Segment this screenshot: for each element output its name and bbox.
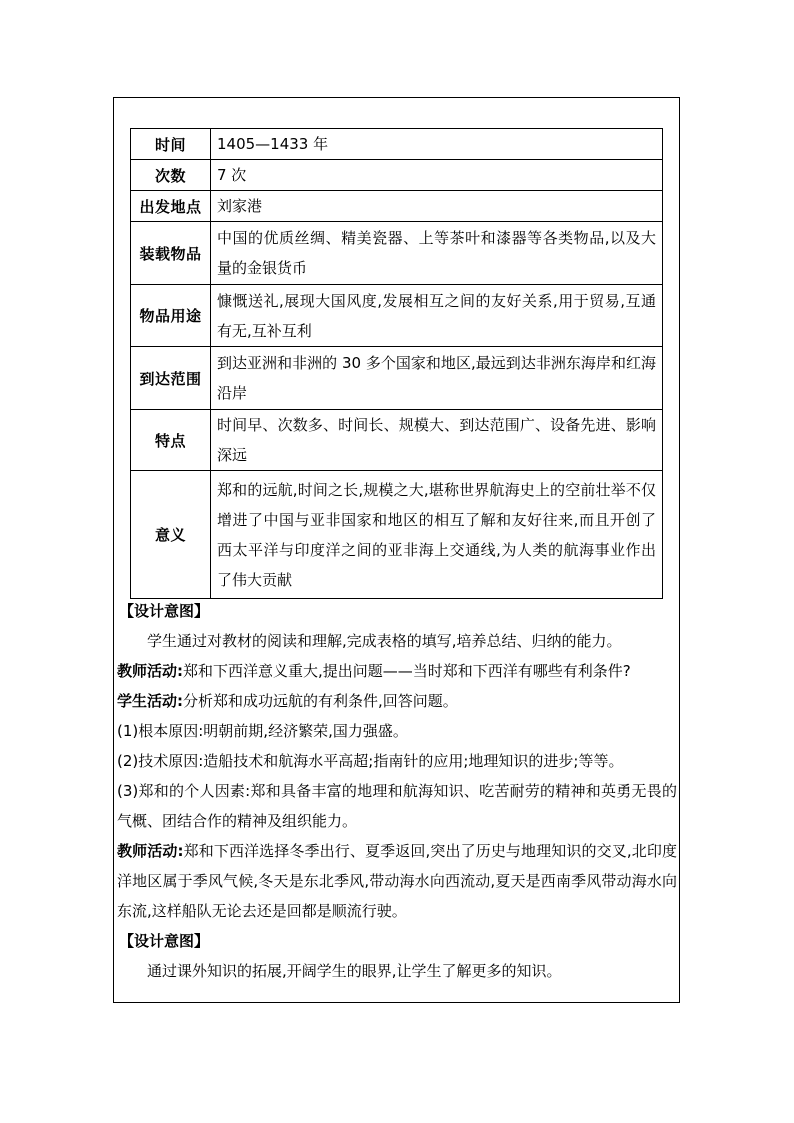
table-row [131, 129, 663, 160]
student-activity-text: 分析郑和成功远航的有利条件,回答问题。 [183, 692, 458, 710]
row-label: 出发地点 [131, 191, 211, 222]
teacher-activity [117, 656, 677, 686]
row-label: 意义 [131, 471, 211, 599]
table-row [131, 285, 663, 347]
design-intent-heading: 【设计意图】 [119, 602, 210, 620]
row-label: 到达范围 [131, 347, 211, 410]
teacher-activity-text: 郑和下西洋选择冬季出行、夏季返回,突出了历史与地理知识的交叉,北印度洋地区属于季风气候,冬天是东北季风,带动海水向西流动,夏天是西南季风带动海水向东流,这样船队无论去还是回都是顺流行驶。 [117, 842, 677, 920]
row-label: 特点 [131, 410, 211, 471]
row-label: 次数 [131, 160, 211, 191]
row-value: 7 次 [211, 160, 663, 191]
row-value: 中国的优质丝绸、精美瓷器、上等茶叶和漆器等各类物品,以及大量的金银货币 [211, 222, 663, 285]
student-activity-label: 学生活动: [117, 692, 183, 710]
design-intent-heading: 【设计意图】 [119, 932, 210, 950]
row-label: 装载物品 [131, 222, 211, 285]
teacher-activity-text: 郑和下西洋意义重大,提出问题——当时郑和下西洋有哪些有利条件? [183, 662, 631, 680]
row-value: 到达亚洲和非洲的 30 多个国家和地区,最远到达非洲东海岸和红海沿岸 [211, 347, 663, 410]
lesson-body [117, 596, 677, 986]
table-row [131, 160, 663, 191]
row-label: 时间 [131, 129, 211, 160]
table-row [131, 410, 663, 471]
row-value: 刘家港 [211, 191, 663, 222]
row-label: 物品用途 [131, 285, 211, 347]
reason-item: (3)郑和的个人因素:郑和具备丰富的地理和航海知识、吃苦耐劳的精神和英勇无畏的气概、团结合作的精神及组织能力。 [117, 782, 677, 830]
teacher-activity-label: 教师活动: [117, 662, 183, 680]
design-intent-paragraph: 学生通过对教材的阅读和理解,完成表格的填写,培养总结、归纳的能力。 [147, 632, 622, 650]
table-row [131, 191, 663, 222]
row-value: 慷慨送礼,展现大国风度,发展相互之间的友好关系,用于贸易,互通有无,互补互利 [211, 285, 663, 347]
reason-item: (1)根本原因:明朝前期,经济繁荣,国力强盛。 [117, 722, 408, 740]
design-intent-paragraph: 通过课外知识的拓展,开阔学生的眼界,让学生了解更多的知识。 [147, 962, 562, 980]
row-value: 郑和的远航,时间之长,规模之大,堪称世界航海史上的空前壮举不仅增进了中国与亚非国家和地区的相互了解和友好往来,而且开创了西太平洋与印度洋之间的亚非海上交通线,为人类的航海事业作出了伟大贡献 [211, 471, 663, 599]
table-row [131, 471, 663, 599]
student-activity [117, 686, 677, 716]
reason-item: (2)技术原因:造船技术和航海水平高超;指南针的应用;地理知识的进步;等等。 [117, 752, 624, 770]
row-value: 1405—1433 年 [211, 129, 663, 160]
voyage-info-table [130, 128, 663, 599]
teacher-activity [117, 836, 677, 926]
table-row [131, 222, 663, 285]
row-value: 时间早、次数多、时间长、规模大、到达范围广、设备先进、影响深远 [211, 410, 663, 471]
table-row [131, 347, 663, 410]
teacher-activity-label: 教师活动: [117, 842, 184, 860]
